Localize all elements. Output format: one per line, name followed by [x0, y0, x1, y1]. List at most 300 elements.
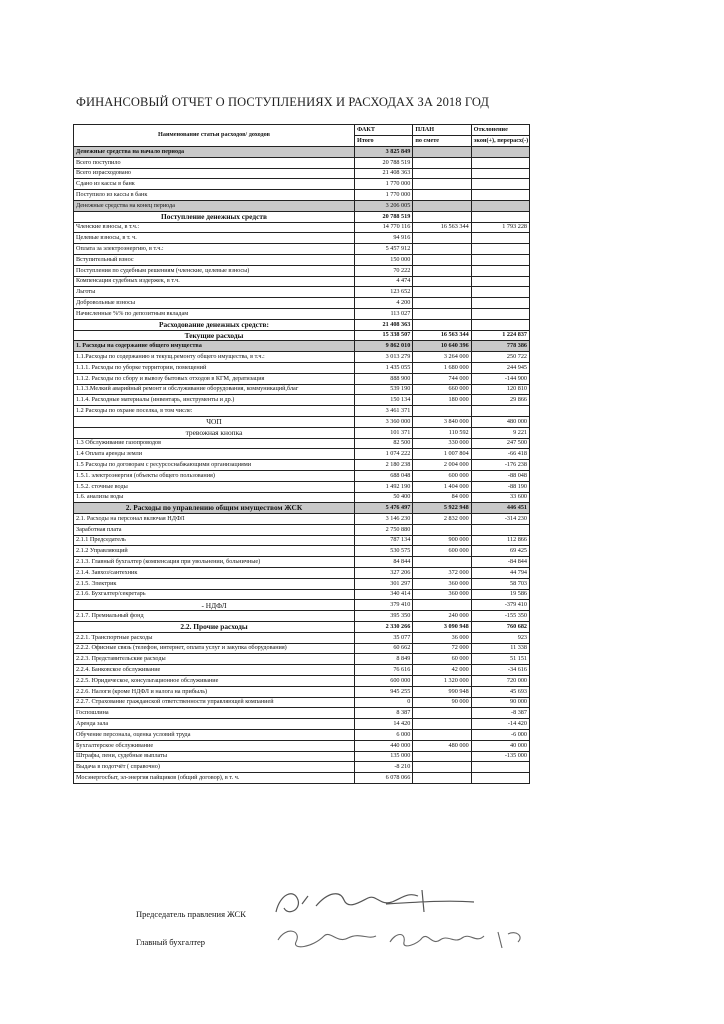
- row-deviation-cell: [471, 211, 529, 222]
- row-fact-cell: 1 770 000: [355, 190, 413, 201]
- table-row: [74, 416, 530, 427]
- row-fact-cell: 150 000: [355, 254, 413, 265]
- row-plan-cell: [413, 147, 471, 158]
- row-fact-cell: 3 146 230: [355, 514, 413, 525]
- row-deviation-cell: [471, 147, 529, 158]
- table-row: [74, 384, 530, 395]
- row-fact-cell: 21 408 363: [355, 168, 413, 179]
- header-fact-sub-cell: Итого: [355, 136, 413, 147]
- row-plan-cell: 5 922 948: [413, 503, 471, 514]
- row-plan-cell: 1 680 000: [413, 362, 471, 373]
- row-name-cell: 2.2.4. Банковское обслуживание: [74, 665, 355, 676]
- row-plan-cell: [413, 600, 471, 611]
- row-plan-cell: [413, 157, 471, 168]
- row-name-cell: 2.1.3. Главный бухгалтер (компенсация при увольнении, больничные): [74, 557, 355, 568]
- row-plan-cell: 360 000: [413, 589, 471, 600]
- row-deviation-cell: 480 000: [471, 416, 529, 427]
- table-row: [74, 622, 530, 633]
- row-name-cell: Заработная плата: [74, 524, 355, 535]
- row-fact-cell: 20 788 519: [355, 157, 413, 168]
- table-row: [74, 308, 530, 319]
- row-fact-cell: 9 862 010: [355, 341, 413, 352]
- row-plan-cell: 36 000: [413, 632, 471, 643]
- row-plan-cell: [413, 708, 471, 719]
- row-name-cell: 2.1.1 Председатель: [74, 535, 355, 546]
- row-plan-cell: [413, 200, 471, 211]
- row-plan-cell: 3 090 948: [413, 622, 471, 633]
- row-plan-cell: 90 000: [413, 697, 471, 708]
- row-deviation-cell: 44 794: [471, 568, 529, 579]
- row-plan-cell: 110 592: [413, 427, 471, 438]
- row-fact-cell: 50 400: [355, 492, 413, 503]
- row-fact-cell: 340 414: [355, 589, 413, 600]
- row-name-cell: тревожная кнопка: [74, 427, 355, 438]
- row-plan-cell: [413, 298, 471, 309]
- row-name-cell: 1. Расходы на содержание общего имущества: [74, 341, 355, 352]
- row-plan-cell: [413, 211, 471, 222]
- row-name-cell: 2.1.4. Завхоз/сантехник: [74, 568, 355, 579]
- row-name-cell: Сдано из кассы в банк: [74, 179, 355, 190]
- row-deviation-cell: [471, 319, 529, 330]
- row-deviation-cell: 1 793 228: [471, 222, 529, 233]
- row-name-cell: Оплата за электроэнергию, в т.ч.:: [74, 244, 355, 255]
- table-row: [74, 697, 530, 708]
- row-plan-cell: [413, 730, 471, 741]
- row-deviation-cell: [471, 157, 529, 168]
- table-row: [74, 460, 530, 471]
- chairman-handwritten-signature: [268, 882, 478, 922]
- row-name-cell: 2.2.2. Офисные связь (телефон, интернет, оплата услуг и закупка оборудования): [74, 643, 355, 654]
- table-row: [74, 147, 530, 158]
- row-deviation-cell: 250 722: [471, 352, 529, 363]
- row-plan-cell: 372 000: [413, 568, 471, 579]
- row-name-cell: Вступительный взнос: [74, 254, 355, 265]
- table-row: [74, 503, 530, 514]
- row-fact-cell: 70 222: [355, 265, 413, 276]
- row-name-cell: Аренда зала: [74, 719, 355, 730]
- row-fact-cell: 539 190: [355, 384, 413, 395]
- row-fact-cell: 888 900: [355, 373, 413, 384]
- row-fact-cell: 4 200: [355, 298, 413, 309]
- row-name-cell: Льготы: [74, 287, 355, 298]
- accountant-signature-label: Главный бухгалтер: [136, 937, 206, 947]
- row-deviation-cell: 51 151: [471, 654, 529, 665]
- row-name-cell: 1.1.1. Расходы по уборке территории, помещений: [74, 362, 355, 373]
- row-plan-cell: 480 000: [413, 740, 471, 751]
- row-deviation-cell: [471, 762, 529, 773]
- row-deviation-cell: -8 387: [471, 708, 529, 719]
- row-deviation-cell: -6 000: [471, 730, 529, 741]
- row-name-cell: 2.2.3. Представительские расходы: [74, 654, 355, 665]
- row-plan-cell: 10 640 396: [413, 341, 471, 352]
- row-plan-cell: [413, 406, 471, 417]
- table-row: [74, 740, 530, 751]
- row-fact-cell: 76 616: [355, 665, 413, 676]
- row-plan-cell: 1 320 000: [413, 676, 471, 687]
- row-plan-cell: [413, 179, 471, 190]
- row-fact-cell: 5 476 497: [355, 503, 413, 514]
- row-deviation-cell: 19 586: [471, 589, 529, 600]
- table-row: [74, 319, 530, 330]
- table-row: [74, 535, 530, 546]
- table-row: [74, 589, 530, 600]
- row-fact-cell: 84 844: [355, 557, 413, 568]
- row-fact-cell: 82 500: [355, 438, 413, 449]
- financial-report-table: [73, 124, 530, 784]
- table-row: [74, 578, 530, 589]
- row-fact-cell: 530 575: [355, 546, 413, 557]
- row-fact-cell: 3 461 371: [355, 406, 413, 417]
- row-deviation-cell: [471, 308, 529, 319]
- row-plan-cell: 16 563 344: [413, 222, 471, 233]
- row-fact-cell: 94 916: [355, 233, 413, 244]
- row-name-cell: Добровольные взносы: [74, 298, 355, 309]
- table-row: [74, 600, 530, 611]
- table-row: [74, 686, 530, 697]
- row-fact-cell: 327 206: [355, 568, 413, 579]
- row-name-cell: 1.2 Расходы по охране поселка, в том числе:: [74, 406, 355, 417]
- row-name-cell: 2.1. Расходы на персонал включая НДФЛ: [74, 514, 355, 525]
- row-plan-cell: [413, 524, 471, 535]
- row-deviation-cell: 69 425: [471, 546, 529, 557]
- table-row: [74, 514, 530, 525]
- row-fact-cell: 14 770 116: [355, 222, 413, 233]
- row-plan-cell: [413, 190, 471, 201]
- table-row: [74, 352, 530, 363]
- row-fact-cell: 123 652: [355, 287, 413, 298]
- row-name-cell: ЧОП: [74, 416, 355, 427]
- row-plan-cell: [413, 773, 471, 784]
- row-name-cell: Членские взносы, в т.ч.:: [74, 222, 355, 233]
- table-row: [74, 438, 530, 449]
- row-deviation-cell: 58 703: [471, 578, 529, 589]
- row-plan-cell: 2 832 000: [413, 514, 471, 525]
- row-plan-cell: 1 007 804: [413, 449, 471, 460]
- row-name-cell: Всего поступило: [74, 157, 355, 168]
- row-plan-cell: [413, 751, 471, 762]
- row-fact-cell: -8 210: [355, 762, 413, 773]
- row-fact-cell: 101 371: [355, 427, 413, 438]
- row-plan-cell: 990 948: [413, 686, 471, 697]
- row-name-cell: 1.4 Оплата аренды земли: [74, 449, 355, 460]
- table-row: [74, 665, 530, 676]
- row-deviation-cell: -176 238: [471, 460, 529, 471]
- row-name-cell: 1.5.1. электроэнергия (объекты общего пользования): [74, 470, 355, 481]
- report-table-body: [74, 125, 530, 784]
- row-deviation-cell: -379 410: [471, 600, 529, 611]
- row-name-cell: 1.1.3.Мелкий аварийный ремонт и обслуживание оборудования, коммуникаций,благ: [74, 384, 355, 395]
- table-row: [74, 276, 530, 287]
- row-deviation-cell: -314 230: [471, 514, 529, 525]
- table-row: [74, 470, 530, 481]
- row-deviation-cell: 45 693: [471, 686, 529, 697]
- row-deviation-cell: -88 190: [471, 481, 529, 492]
- row-fact-cell: 15 338 507: [355, 330, 413, 341]
- table-row: [74, 190, 530, 201]
- row-name-cell: Мосэнергосбыт, эл-энергия пайщиков (общий договор), в т. ч.: [74, 773, 355, 784]
- table-row: [74, 730, 530, 741]
- row-fact-cell: 1 435 055: [355, 362, 413, 373]
- table-row: [74, 179, 530, 190]
- row-deviation-cell: [471, 233, 529, 244]
- table-row: [74, 157, 530, 168]
- row-deviation-cell: 720 000: [471, 676, 529, 687]
- row-deviation-cell: 778 386: [471, 341, 529, 352]
- row-name-cell: 2.2.7. Страхование гражданской ответственности управляющей компанией: [74, 697, 355, 708]
- row-deviation-cell: 11 338: [471, 643, 529, 654]
- row-plan-cell: [413, 233, 471, 244]
- row-deviation-cell: [471, 244, 529, 255]
- row-fact-cell: 3 206 005: [355, 200, 413, 211]
- table-row: [74, 427, 530, 438]
- table-row: [74, 406, 530, 417]
- page-title: ФИНАНСОВЫЙ ОТЧЕТ О ПОСТУПЛЕНИЯХ И РАСХОДАХ ЗА 2018 ГОД: [76, 95, 489, 109]
- row-fact-cell: 2 180 238: [355, 460, 413, 471]
- table-row: [74, 524, 530, 535]
- row-plan-cell: 240 000: [413, 611, 471, 622]
- row-name-cell: - НДФЛ: [74, 600, 355, 611]
- row-plan-cell: 42 000: [413, 665, 471, 676]
- table-row: [74, 211, 530, 222]
- row-deviation-cell: 247 500: [471, 438, 529, 449]
- row-name-cell: Денежные средства на конец периода: [74, 200, 355, 211]
- row-deviation-cell: [471, 265, 529, 276]
- row-deviation-cell: 9 221: [471, 427, 529, 438]
- row-name-cell: Обучение персонала, оценка условий труда: [74, 730, 355, 741]
- row-plan-cell: 2 004 000: [413, 460, 471, 471]
- table-row: [74, 449, 530, 460]
- row-name-cell: Бухгалтерское обслуживание: [74, 740, 355, 751]
- table-row: [74, 200, 530, 211]
- table-row: [74, 773, 530, 784]
- table-row: [74, 611, 530, 622]
- header-deviation-cell: Отклонение: [471, 125, 529, 136]
- row-name-cell: Госпошлина: [74, 708, 355, 719]
- row-fact-cell: 1 770 000: [355, 179, 413, 190]
- row-plan-cell: 744 000: [413, 373, 471, 384]
- row-deviation-cell: [471, 773, 529, 784]
- row-plan-cell: 600 000: [413, 546, 471, 557]
- row-name-cell: 1.3 Обслуживание газопроводов: [74, 438, 355, 449]
- row-fact-cell: 14 420: [355, 719, 413, 730]
- row-deviation-cell: [471, 200, 529, 211]
- row-fact-cell: 135 000: [355, 751, 413, 762]
- row-name-cell: 2.1.7. Премиальный фонд: [74, 611, 355, 622]
- row-plan-cell: 3 840 000: [413, 416, 471, 427]
- row-fact-cell: 6 078 066: [355, 773, 413, 784]
- table-row: [74, 676, 530, 687]
- row-deviation-cell: [471, 190, 529, 201]
- table-row: [74, 222, 530, 233]
- table-header-row-top: [74, 125, 530, 136]
- row-plan-cell: 84 000: [413, 492, 471, 503]
- row-deviation-cell: [471, 168, 529, 179]
- row-fact-cell: 6 000: [355, 730, 413, 741]
- row-fact-cell: 395 350: [355, 611, 413, 622]
- table-row: [74, 546, 530, 557]
- row-fact-cell: 150 134: [355, 395, 413, 406]
- row-deviation-cell: [471, 179, 529, 190]
- row-fact-cell: 2 750 880: [355, 524, 413, 535]
- row-plan-cell: 72 000: [413, 643, 471, 654]
- row-name-cell: Целевые взносы, в т. ч.: [74, 233, 355, 244]
- row-fact-cell: 440 000: [355, 740, 413, 751]
- row-deviation-cell: 923: [471, 632, 529, 643]
- row-name-cell: 2.2.1. Транспортные расходы: [74, 632, 355, 643]
- chairman-signature-label: Председатель правления ЖСК: [136, 909, 246, 919]
- row-plan-cell: 900 000: [413, 535, 471, 546]
- row-fact-cell: 2 330 266: [355, 622, 413, 633]
- row-plan-cell: [413, 287, 471, 298]
- row-deviation-cell: [471, 287, 529, 298]
- row-name-cell: Расходование денежных средств:: [74, 319, 355, 330]
- row-deviation-cell: 760 682: [471, 622, 529, 633]
- row-name-cell: 2. Расходы по управлению общим имуществом ЖСК: [74, 503, 355, 514]
- table-row: [74, 265, 530, 276]
- row-plan-cell: 60 000: [413, 654, 471, 665]
- row-fact-cell: 787 134: [355, 535, 413, 546]
- row-fact-cell: 3 013 279: [355, 352, 413, 363]
- row-deviation-cell: 1 224 837: [471, 330, 529, 341]
- row-deviation-cell: [471, 524, 529, 535]
- row-plan-cell: [413, 276, 471, 287]
- row-deviation-cell: [471, 254, 529, 265]
- row-plan-cell: [413, 319, 471, 330]
- table-row: [74, 287, 530, 298]
- row-name-cell: 2.2.6. Налоги (кроме НДФЛ и налога на прибыль): [74, 686, 355, 697]
- row-name-cell: 1.1.2. Расходы по сбору и вывозу бытовых отходов в КГМ, дератизация: [74, 373, 355, 384]
- row-name-cell: 1.5.2. сточные воды: [74, 481, 355, 492]
- row-plan-cell: 600 000: [413, 470, 471, 481]
- row-fact-cell: 113 027: [355, 308, 413, 319]
- row-deviation-cell: 40 000: [471, 740, 529, 751]
- row-plan-cell: [413, 254, 471, 265]
- row-fact-cell: 3 825 849: [355, 147, 413, 158]
- row-deviation-cell: -14 420: [471, 719, 529, 730]
- row-deviation-cell: [471, 276, 529, 287]
- row-name-cell: 2.1.6. Бухгалтер/секретарь: [74, 589, 355, 600]
- row-plan-cell: [413, 557, 471, 568]
- header-fact-cell: ФАКТ: [355, 125, 413, 136]
- row-deviation-cell: 120 810: [471, 384, 529, 395]
- row-name-cell: Денежные средства на начало периода: [74, 147, 355, 158]
- table-row: [74, 568, 530, 579]
- row-name-cell: Поступило из кассы в банк: [74, 190, 355, 201]
- row-fact-cell: 3 360 000: [355, 416, 413, 427]
- row-plan-cell: 330 000: [413, 438, 471, 449]
- row-fact-cell: 301 297: [355, 578, 413, 589]
- row-deviation-cell: -135 000: [471, 751, 529, 762]
- row-deviation-cell: 29 866: [471, 395, 529, 406]
- table-row: [74, 557, 530, 568]
- row-deviation-cell: -88 048: [471, 470, 529, 481]
- row-fact-cell: 5 457 912: [355, 244, 413, 255]
- row-plan-cell: 16 563 344: [413, 330, 471, 341]
- row-deviation-cell: [471, 298, 529, 309]
- table-row: [74, 341, 530, 352]
- table-row: [74, 654, 530, 665]
- row-deviation-cell: -144 900: [471, 373, 529, 384]
- row-deviation-cell: 244 945: [471, 362, 529, 373]
- row-fact-cell: 600 000: [355, 676, 413, 687]
- table-row: [74, 762, 530, 773]
- row-name-cell: Поступление денежных средств: [74, 211, 355, 222]
- header-name-cell: Наименование статьи расходов/ доходов: [74, 125, 355, 147]
- table-row: [74, 254, 530, 265]
- row-fact-cell: 945 255: [355, 686, 413, 697]
- row-plan-cell: 360 000: [413, 578, 471, 589]
- row-name-cell: Текущие расходы: [74, 330, 355, 341]
- row-name-cell: 2.2.5. Юридическое, консультационное обслуживание: [74, 676, 355, 687]
- row-deviation-cell: 446 451: [471, 503, 529, 514]
- row-plan-cell: [413, 719, 471, 730]
- row-plan-cell: [413, 244, 471, 255]
- row-fact-cell: 8 387: [355, 708, 413, 719]
- row-name-cell: 2.2. Прочие расходы: [74, 622, 355, 633]
- table-row: [74, 492, 530, 503]
- row-name-cell: Всего израсходовано: [74, 168, 355, 179]
- table-row: [74, 244, 530, 255]
- table-row: [74, 481, 530, 492]
- row-plan-cell: [413, 762, 471, 773]
- table-row: [74, 719, 530, 730]
- row-plan-cell: [413, 308, 471, 319]
- table-row: [74, 751, 530, 762]
- table-row: [74, 362, 530, 373]
- row-deviation-cell: [471, 406, 529, 417]
- table-row: [74, 643, 530, 654]
- row-fact-cell: 60 662: [355, 643, 413, 654]
- row-deviation-cell: -155 350: [471, 611, 529, 622]
- row-plan-cell: 180 000: [413, 395, 471, 406]
- row-name-cell: Штрафы, пени, судебные выплаты: [74, 751, 355, 762]
- row-fact-cell: 35 077: [355, 632, 413, 643]
- row-fact-cell: 688 048: [355, 470, 413, 481]
- row-plan-cell: 660 000: [413, 384, 471, 395]
- row-fact-cell: 21 408 363: [355, 319, 413, 330]
- row-name-cell: 1.6. анализы воды: [74, 492, 355, 503]
- row-deviation-cell: -84 844: [471, 557, 529, 568]
- table-row: [74, 233, 530, 244]
- row-plan-cell: [413, 265, 471, 276]
- row-fact-cell: 379 410: [355, 600, 413, 611]
- row-name-cell: 1.1.Расходы по содержанию и текущ.ремонту общего имущества, в т.ч.:: [74, 352, 355, 363]
- table-row: [74, 632, 530, 643]
- row-name-cell: 2.1.2 Управляющий: [74, 546, 355, 557]
- row-name-cell: 1.5 Расходы по договорам с ресурсоснабжающими организациями: [74, 460, 355, 471]
- row-plan-cell: [413, 168, 471, 179]
- table-row: [74, 373, 530, 384]
- row-deviation-cell: 33 600: [471, 492, 529, 503]
- header-plan-sub-cell: по смете: [413, 136, 471, 147]
- row-plan-cell: 1 404 000: [413, 481, 471, 492]
- table-row: [74, 708, 530, 719]
- row-plan-cell: 3 264 000: [413, 352, 471, 363]
- row-fact-cell: 0: [355, 697, 413, 708]
- header-plan-cell: ПЛАН: [413, 125, 471, 136]
- row-deviation-cell: -34 616: [471, 665, 529, 676]
- row-name-cell: Компенсация судебных издержек, в т.ч.: [74, 276, 355, 287]
- row-fact-cell: 1 492 190: [355, 481, 413, 492]
- table-row: [74, 168, 530, 179]
- header-deviation-sub-cell: экон(+), перерасх(-): [471, 136, 529, 147]
- row-fact-cell: 20 788 519: [355, 211, 413, 222]
- row-fact-cell: 1 074 222: [355, 449, 413, 460]
- table-row: [74, 298, 530, 309]
- row-fact-cell: 4 474: [355, 276, 413, 287]
- row-deviation-cell: 90 000: [471, 697, 529, 708]
- accountant-handwritten-signature: [272, 922, 532, 956]
